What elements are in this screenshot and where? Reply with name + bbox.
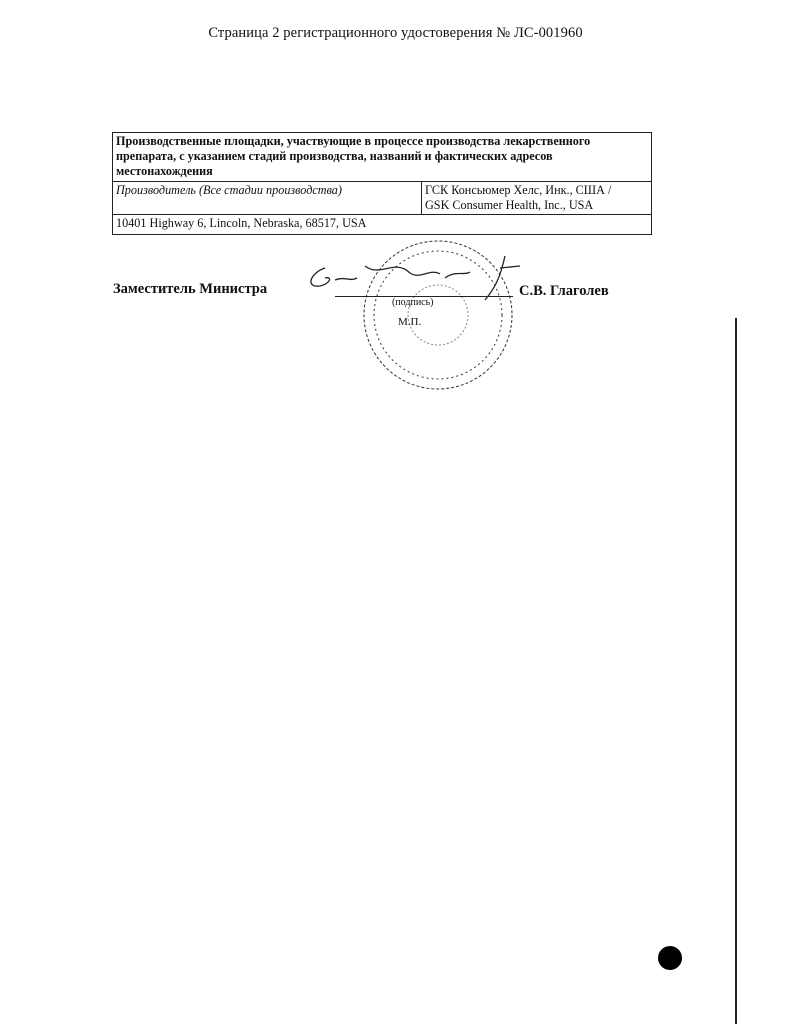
table-row xyxy=(113,133,652,182)
table-caption: Производственные площадки, участвующие в процессе производства лекарственного препарата, с указанием стадий производства, названий и фактических адресов местонахождения xyxy=(113,133,652,182)
company-name-en: GSK Consumer Health, Inc., USA xyxy=(425,198,594,212)
company-name-ru: ГСК Консьюмер Хелс, Инк., США / xyxy=(425,183,612,197)
signatory-position: Заместитель Министра xyxy=(113,281,268,297)
site-address-cell: 10401 Highway 6, Lincoln, Nebraska, 68517, USA xyxy=(113,215,652,235)
scan-edge-line xyxy=(735,318,737,1024)
signatory-name: С.В. Глаголев xyxy=(519,283,609,299)
manufacturer-company-cell xyxy=(422,182,652,215)
production-sites-table xyxy=(112,132,652,235)
stamp-place-label: М.П. xyxy=(398,316,422,328)
page-header: Страница 2 регистрационного удостоверения № ЛС-001960 xyxy=(208,25,583,41)
signature-sub-label: (подпись) xyxy=(392,297,434,308)
punch-hole-mark xyxy=(658,946,682,970)
table-row xyxy=(113,215,652,235)
manufacturer-role-cell: Производитель (Все стадии производства) xyxy=(113,182,422,215)
table-row xyxy=(113,182,652,215)
